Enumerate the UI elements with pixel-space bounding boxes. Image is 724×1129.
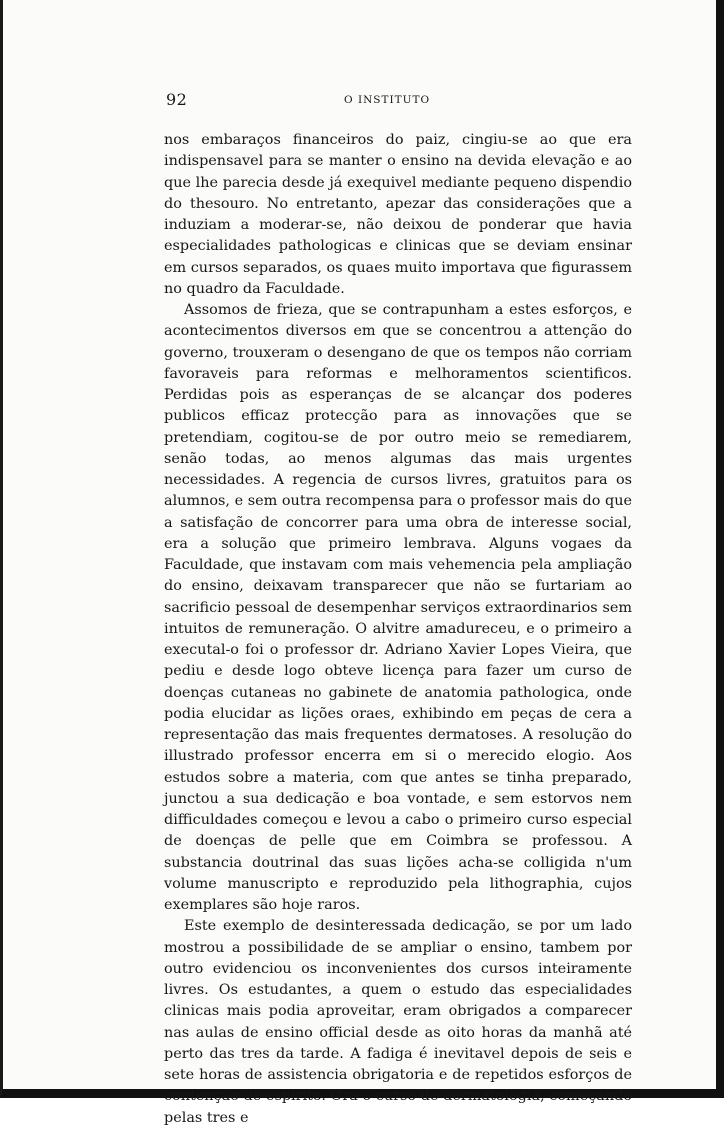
body-text xyxy=(164,130,632,1129)
paragraph: Assomos de frieza, que se contrapunham a estes esforços, e acontecimentos diversos em que se concentrou a attenção do governo, trouxeram o desengano de que os tempos não corriam favoraveis para reformas e melhoramentos scientificos. Perdidas pois as esperanças de se alcançar dos poderes publicos efficaz protecção para as innovações que se pretendiam, cogitou-se de por outro meio se remediarem, senão todas, ao menos algumas das mais urgentes necessidades. A regencia de cursos livres, gratuitos para os alumnos, e sem outra recompensa para o professor mais do que a satisfação de concorrer para uma obra de interesse social, era a solução que primeiro lembrava. Alguns vogaes da Faculdade, que instavam com mais vehemencia pela ampliação do ensino, deixavam transparecer que não se furtariam ao sacrificio pessoal de desempenhar serviços extraordinarios sem intuitos de remuneração. O alvitre amadureceu, e o primeiro a executal-o foi o professor dr. Adriano Xavier Lopes Vieira, que pediu e desde logo obteve licença para fazer um curso de doenças cutaneas no gabinete de anatomia pathologica, onde podia elucidar as lições oraes, exhibindo em peças de cera a representação das mais frequentes dermatoses. A resolução do illustrado professor encerra em si o merecido elogio. Aos estudos sobre a materia, com que antes se tinha preparado, junctou a sua dedicação e boa vontade, e sem estorvos nem difficuldades começou e levou a cabo o primeiro curso especial de doenças de pelle que em Coimbra se professou. A substancia doutrinal das suas lições acha-se colligida n'um volume manuscripto e reproduzido pela lithographia, cujos exemplares são hoje raros. xyxy=(164,302,632,913)
page-number: 92 xyxy=(166,90,188,109)
running-title: O INSTITUTO xyxy=(344,94,431,106)
paragraph: Este exemplo de desinteressada dedicação, se por um lado mostrou a possibilidade de se ampliar o ensino, tambem por outro evidenciou os inconvenientes dos cursos inteiramente livres. Os estudantes, a quem o estudo das especialidades clinicas mais podia aproveitar, eram obrigados a comparecer nas aulas de ensino official desde as oito horas da manhã até perto das tres da tarde. A fadiga é inevitavel depois de seis e sete horas de assistencia obrigatoria e de repetidos esforços de contenção de espirito. Ora o curso de dermatologia, começando pelas tres e xyxy=(164,918,632,1126)
paragraph-continuation: nos embaraços financeiros do paiz, cingiu-se ao que era indispensavel para se manter o ensino na devida elevação e ao que lhe parecia desde já exequivel mediante pequeno dispendio do thesouro. No entretanto, apezar das considerações que a induziam a moderar-se, não deixou de ponderar que havia especialidades pathologicas e clinicas que se deviam ensinar em cursos separados, os quaes muito importava que figurassem no quadro da Faculdade. xyxy=(164,132,632,297)
book-page xyxy=(164,86,632,1126)
page-header xyxy=(164,86,632,114)
